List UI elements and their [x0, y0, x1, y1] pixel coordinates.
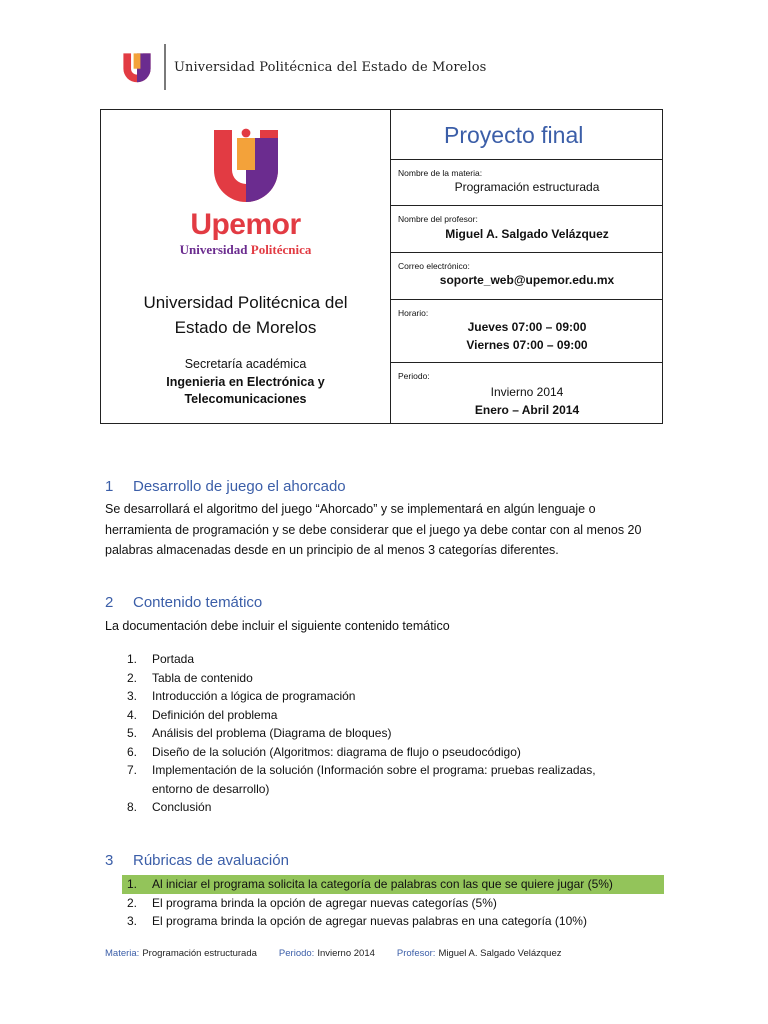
- cover-table: [100, 109, 663, 424]
- section-heading-3: 3 Rúbricas de avaluación: [105, 852, 289, 869]
- footer-periodo: Periodo: Invierno 2014: [278, 948, 375, 959]
- section-heading-2: 2 Contenido temático: [105, 594, 263, 611]
- upemor-logo-icon: [206, 126, 286, 206]
- department-info: Secretaría académica Ingenieria en Electrónica y Telecomunicaciones: [166, 357, 325, 406]
- header-title: Universidad Politécnica del Estado de Morelos: [174, 59, 487, 75]
- list-item: 4. Definición del problema: [127, 707, 278, 722]
- university-name: Universidad Politécnica del Estado de Morelos: [143, 293, 348, 337]
- rubric-item: 3. El programa brinda la opción de agregar nuevas palabras en una categoría (10%): [127, 914, 587, 928]
- cover-institution-cell: [101, 110, 391, 423]
- brand-subtitle: Universidad Politécnica: [179, 242, 312, 257]
- page-header: [120, 44, 486, 90]
- list-item: 3. Introducción a lógica de programación: [127, 689, 356, 703]
- section-2-intro: La documentación debe incluir el siguiente contenido temático: [105, 619, 450, 633]
- cover-details-cell: [391, 110, 663, 423]
- field-profesor: Nombre del profesor: Miguel A. Salgado Velázquez: [391, 206, 663, 253]
- rubric-item-highlighted: 1. Al iniciar el programa solicita la categoría de palabras con las que se quiere jugar (5%): [122, 875, 664, 894]
- section-heading-1: 1 Desarrollo de juego el ahorcado: [105, 478, 346, 495]
- brand-wordmark: Upemor: [190, 208, 301, 241]
- footer-materia: Materia: Programación estructurada: [105, 948, 257, 959]
- header-divider: [164, 44, 166, 90]
- field-correo: Correo electrónico: soporte_web@upemor.edu.mx: [391, 253, 663, 300]
- footer-profesor: Profesor: Miguel A. Salgado Velázquez: [396, 948, 562, 959]
- list-item: 7. Implementación de la solución (Información sobre el programa: pruebas realizadas, entorno de desarrollo): [127, 763, 596, 796]
- field-materia: Nombre de la materia: Programación estructurada: [391, 160, 663, 206]
- list-item: 8. Conclusión: [127, 800, 212, 814]
- content-list: [127, 650, 667, 817]
- section-1-body: Se desarrollará el algoritmo del juego “Ahorcado” y se implementará en algún lenguaje o herramienta de programación y se debe considerar que el juego ya debe contar con al menos 20 palabras almacenadas desde en un principio de al menos 3 categorías diferentes.: [105, 502, 642, 557]
- list-item: 6. Diseño de la solución (Algoritmos: diagrama de flujo o pseudocódigo): [127, 744, 521, 759]
- list-item: 5. Análisis del problema (Diagrama de bloques): [127, 726, 392, 740]
- field-periodo: Periodo: Invierno 2014 Enero – Abril 2014: [398, 371, 580, 417]
- rubric-item: 2. El programa brinda la opción de agregar nuevas categorías (5%): [127, 895, 497, 910]
- rubric-list: [127, 875, 667, 931]
- upemor-logo-icon: [120, 50, 154, 84]
- document-title: Proyecto final: [391, 110, 663, 160]
- list-item: 2. Tabla de contenido: [127, 670, 253, 685]
- field-horario: Horario: Jueves 07:00 – 09:00 Viernes 07:00 – 09:00: [391, 300, 663, 363]
- page-footer: [105, 948, 584, 959]
- list-item: 1. Portada: [127, 652, 195, 666]
